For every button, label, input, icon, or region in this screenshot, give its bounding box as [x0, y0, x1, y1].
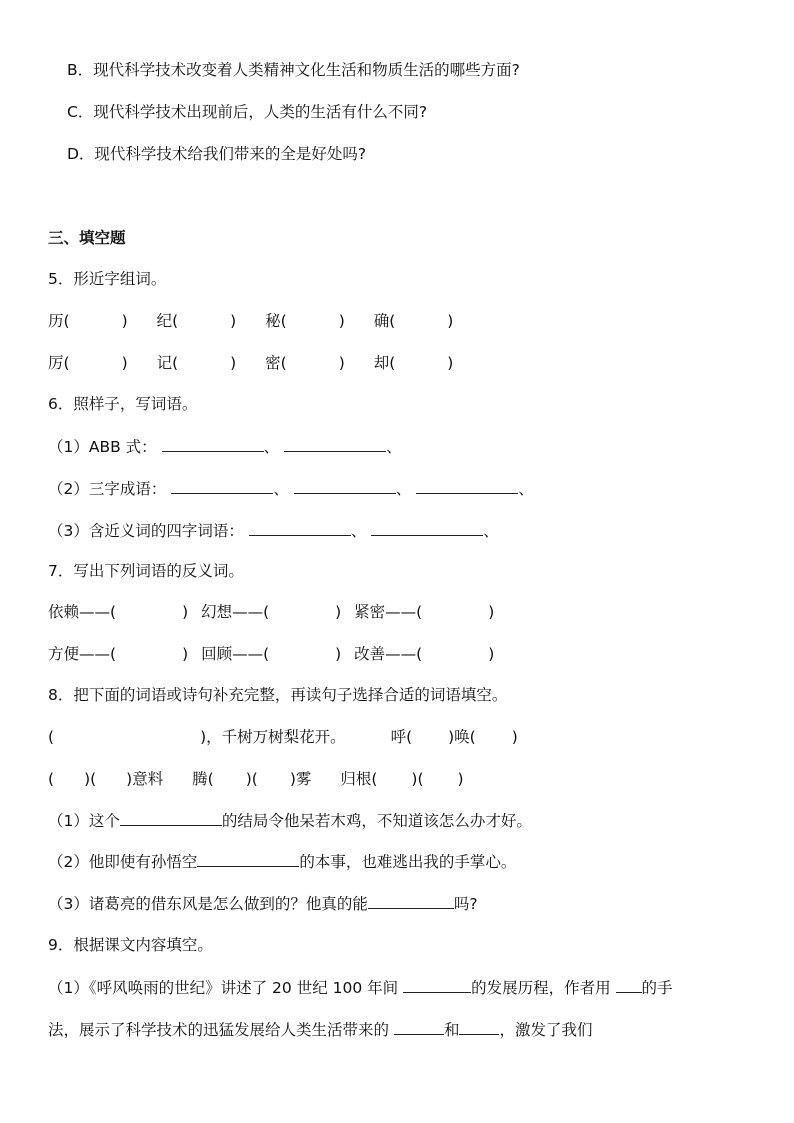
- q6-part3: （3）含近义词的四字词语： 、 、: [48, 519, 499, 542]
- q5-char: 历(: [48, 312, 70, 330]
- q6-part2: （2）三字成语： 、 、 、: [48, 477, 534, 500]
- q8-title: 8．把下面的词语或诗句补充完整，再读句子选择合适的词语填空。: [48, 686, 508, 704]
- answer-blank[interactable]: [284, 435, 386, 452]
- q5-row1: 历( ) 纪( ) 秘( ) 确( ): [48, 312, 454, 330]
- q6-part1: （1）ABB 式： 、 、: [48, 435, 402, 458]
- answer-blank[interactable]: [171, 477, 273, 494]
- q5-char: 秘(: [265, 312, 287, 330]
- answer-blank[interactable]: [403, 976, 471, 993]
- q9-title: 9．根据课文内容填空。: [48, 936, 213, 954]
- q5-row2: 厉( ) 记( ) 密( ) 却( ): [48, 354, 454, 372]
- q7-row2: 方便——( ) 回顾——( ) 改善——( ): [48, 645, 495, 663]
- answer-blank[interactable]: [249, 519, 351, 536]
- choice-c: C．现代科学技术出现前后，人类的生活有什么不同?: [67, 103, 428, 121]
- answer-blank[interactable]: [459, 1018, 499, 1035]
- answer-blank[interactable]: [120, 809, 222, 826]
- q9-line1: （1）《呼风唤雨的世纪》讲述了 20 世纪 100 年间 的发展历程，作者用 的手: [48, 976, 673, 999]
- answer-blank[interactable]: [368, 892, 454, 909]
- q6-title: 6．照样子，写词语。: [48, 395, 198, 413]
- choice-d: D．现代科学技术给我们带来的全是好处吗?: [67, 145, 367, 163]
- q8-row2: ( )( )意料 腾( )( )雾 归根( )( ): [48, 770, 464, 788]
- q8-sentence1: （1）这个 的结局令他呆若木鸡，不知道该怎么办才好。: [48, 809, 532, 832]
- q8-sentence3: （3）诸葛亮的借东风是怎么做到的？他真的能 吗?: [48, 892, 478, 915]
- choice-b: B．现代科学技术改变着人类精神文化生活和物质生活的哪些方面?: [67, 61, 520, 79]
- q9-line2: 法，展示了科学技术的迅猛发展给人类生活带来的 和 ，激发了我们: [48, 1018, 592, 1041]
- q5-char: 密(: [265, 354, 287, 372]
- answer-blank[interactable]: [616, 976, 642, 993]
- answer-blank[interactable]: [294, 477, 396, 494]
- section-title: 三、填空题: [48, 229, 126, 247]
- q7-row1: 依赖——( ) 幻想——( ) 紧密——( ): [48, 603, 495, 621]
- q5-char: 厉(: [48, 354, 70, 372]
- q5-char: 记(: [156, 354, 179, 372]
- answer-blank[interactable]: [394, 1018, 444, 1035]
- answer-blank[interactable]: [197, 850, 299, 867]
- q5-char: 纪(: [156, 312, 179, 330]
- answer-blank[interactable]: [416, 477, 518, 494]
- q5-title: 5．形近字组词。: [48, 270, 167, 288]
- q8-sentence2: （2）他即使有孙悟空 的本事，也难逃出我的手掌心。: [48, 850, 516, 873]
- q7-title: 7．写出下列词语的反义词。: [48, 562, 244, 580]
- q5-char: 却(: [373, 354, 396, 372]
- q5-char: 确(: [373, 312, 396, 330]
- answer-blank[interactable]: [371, 519, 483, 536]
- answer-blank[interactable]: [162, 435, 264, 452]
- q8-row1: ( )，千树万树梨花开。 呼( )唤( ): [48, 728, 518, 746]
